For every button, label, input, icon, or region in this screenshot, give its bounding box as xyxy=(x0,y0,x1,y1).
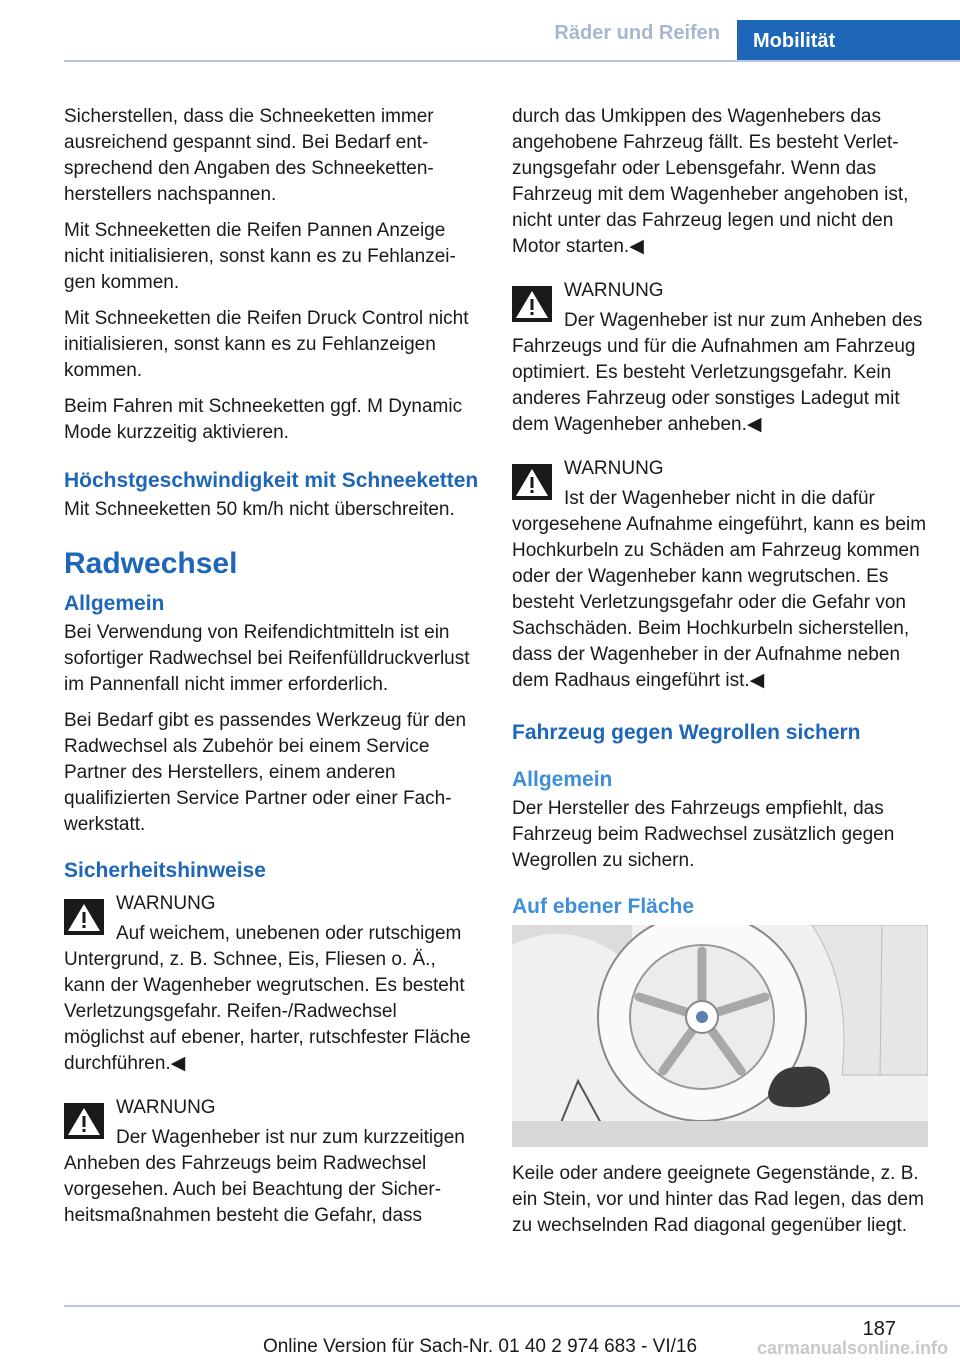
warning-title: WARNUNG xyxy=(116,893,216,914)
right-column xyxy=(512,104,928,1249)
left-column xyxy=(64,104,480,1239)
page-number: 187 xyxy=(862,1318,896,1340)
header-rule xyxy=(64,60,960,62)
speed-text: Mit Schneeketten 50 km/h nicht überschreiten. xyxy=(64,499,455,520)
flat-heading: Auf ebener Fläche xyxy=(512,895,695,918)
warning-triangle-icon xyxy=(512,286,552,322)
paragraph: Der Hersteller des Fahrzeugs empfiehlt, das Fahrzeug beim Radwechsel zusätzlich gegen Wegrollen zu sichern. xyxy=(512,798,895,871)
paragraph: Bei Bedarf gibt es passendes Werkzeug für den Radwechsel als Zubehör bei einem Service Partner des Herstellers, einem anderen qualifizierten Service Partner oder einer Fachwerkstatt. xyxy=(64,710,467,835)
general-heading: Allgemein xyxy=(64,592,165,615)
warning-triangle-icon xyxy=(64,1103,104,1139)
paragraph: Sicherstellen, dass die Schneeketten immer ausreichend gespannt sind. Bei Bedarf entsprechend den Angaben des Schneekettenherstellers nachspannen. xyxy=(64,106,434,205)
warning-text: Ist der Wagenheber nicht in die dafür vorgesehene Aufnahme eingeführt, kann es beim Hochkurbeln zu Schäden am Fahrzeug kommen oder der Wagenheber kann wegrutschen. Es besteht Verletzungsgefahr oder die Gefahr von Sachschäden. Beim Hochkurbeln sicherstellen, dass der Wagenheber in der Aufnahme neben dem Radhaus eingeführt ist.◀ xyxy=(512,488,927,691)
paragraph: Bei Verwendung von Reifendichtmitteln ist ein sofortiger Radwechsel bei Reifenfülldruckverlust im Pannenfall nicht immer erforderlich. xyxy=(64,622,470,695)
paragraph: durch das Umkippen des Wagenhebers das angehobene Fahrzeug fällt. Es besteht Verletzungsgefahr oder Lebensgefahr. Wenn das Fahrzeug mit dem Wagenheber angehoben ist, nicht unter das Fahrzeug legen und nicht den Motor starten.◀ xyxy=(512,106,909,257)
warning-block xyxy=(512,456,928,694)
warning-block xyxy=(64,1095,480,1229)
warning-title: WARNUNG xyxy=(116,1097,216,1118)
speed-heading: Höchstgeschwindigkeit mit Schneeketten xyxy=(64,469,479,492)
wheel-illustration-svg xyxy=(512,925,928,1147)
main-heading: Radwechsel xyxy=(64,547,238,580)
paragraph: Keile oder andere geeignete Gegenstände, z. B. ein Stein, vor und hinter das Rad legen, das dem zu wechselnden Rad diagonal gegenüber liegt. xyxy=(512,1163,924,1236)
paragraph: Mit Schneeketten die Reifen Druck Control nicht initialisieren, sonst kann es zu Fehlanzeigen kommen. xyxy=(64,308,469,381)
warning-title: WARNUNG xyxy=(564,280,664,301)
warning-block xyxy=(64,891,480,1077)
online-version-text: Online Version für Sach-Nr. 01 40 2 974 683 - VI/16 xyxy=(262,1336,698,1357)
wheel-chock-illustration xyxy=(512,925,928,1147)
secure-subheading: Allgemein xyxy=(512,768,613,791)
paragraph: Mit Schneeketten die Reifen Pannen Anzeige nicht initialisieren, sonst kann es zu Fehlanzeigen kommen. xyxy=(64,220,456,293)
watermark: carmanualsonline.info xyxy=(756,1338,948,1358)
safety-heading: Sicherheitshinweise xyxy=(64,859,266,882)
paragraph: Beim Fahren mit Schneeketten ggf. M Dynamic Mode kurzzeitig aktivieren. xyxy=(64,396,463,443)
page-header xyxy=(0,0,960,62)
chapter-tab: Mobilität xyxy=(737,20,960,62)
warning-triangle-icon xyxy=(512,464,552,500)
footer-rule xyxy=(64,1305,960,1307)
warning-triangle-icon xyxy=(64,899,104,935)
warning-text: Auf weichem, unebenen oder rutschigem Untergrund, z. B. Schnee, Eis, Fliesen o. Ä., kann der Wagenheber wegrutschen. Es besteht Verletzungsgefahr. Reifen-/Radwechsel möglichst auf ebener, harter, rutschfester Fläche durchführen.◀ xyxy=(64,923,471,1074)
warning-text: Der Wagenheber ist nur zum kurzzeitigen Anheben des Fahrzeugs beim Radwechsel vorgesehen. Auch bei Beachtung der Sicherheitsmaßnahmen besteht die Gefahr, dass xyxy=(64,1127,465,1226)
secure-heading: Fahrzeug gegen Wegrollen sichern xyxy=(512,721,861,744)
warning-text: Der Wagenheber ist nur zum Anheben des Fahrzeugs und für die Aufnahmen am Fahrzeug optimiert. Es besteht Verletzungsgefahr. Kein anderes Fahrzeug oder sonstiges Ladegut mit dem Wagenheber anheben.◀ xyxy=(512,310,923,435)
warning-title: WARNUNG xyxy=(564,458,664,479)
section-tab: Räder und Reifen xyxy=(554,22,720,44)
warning-block xyxy=(512,278,928,438)
